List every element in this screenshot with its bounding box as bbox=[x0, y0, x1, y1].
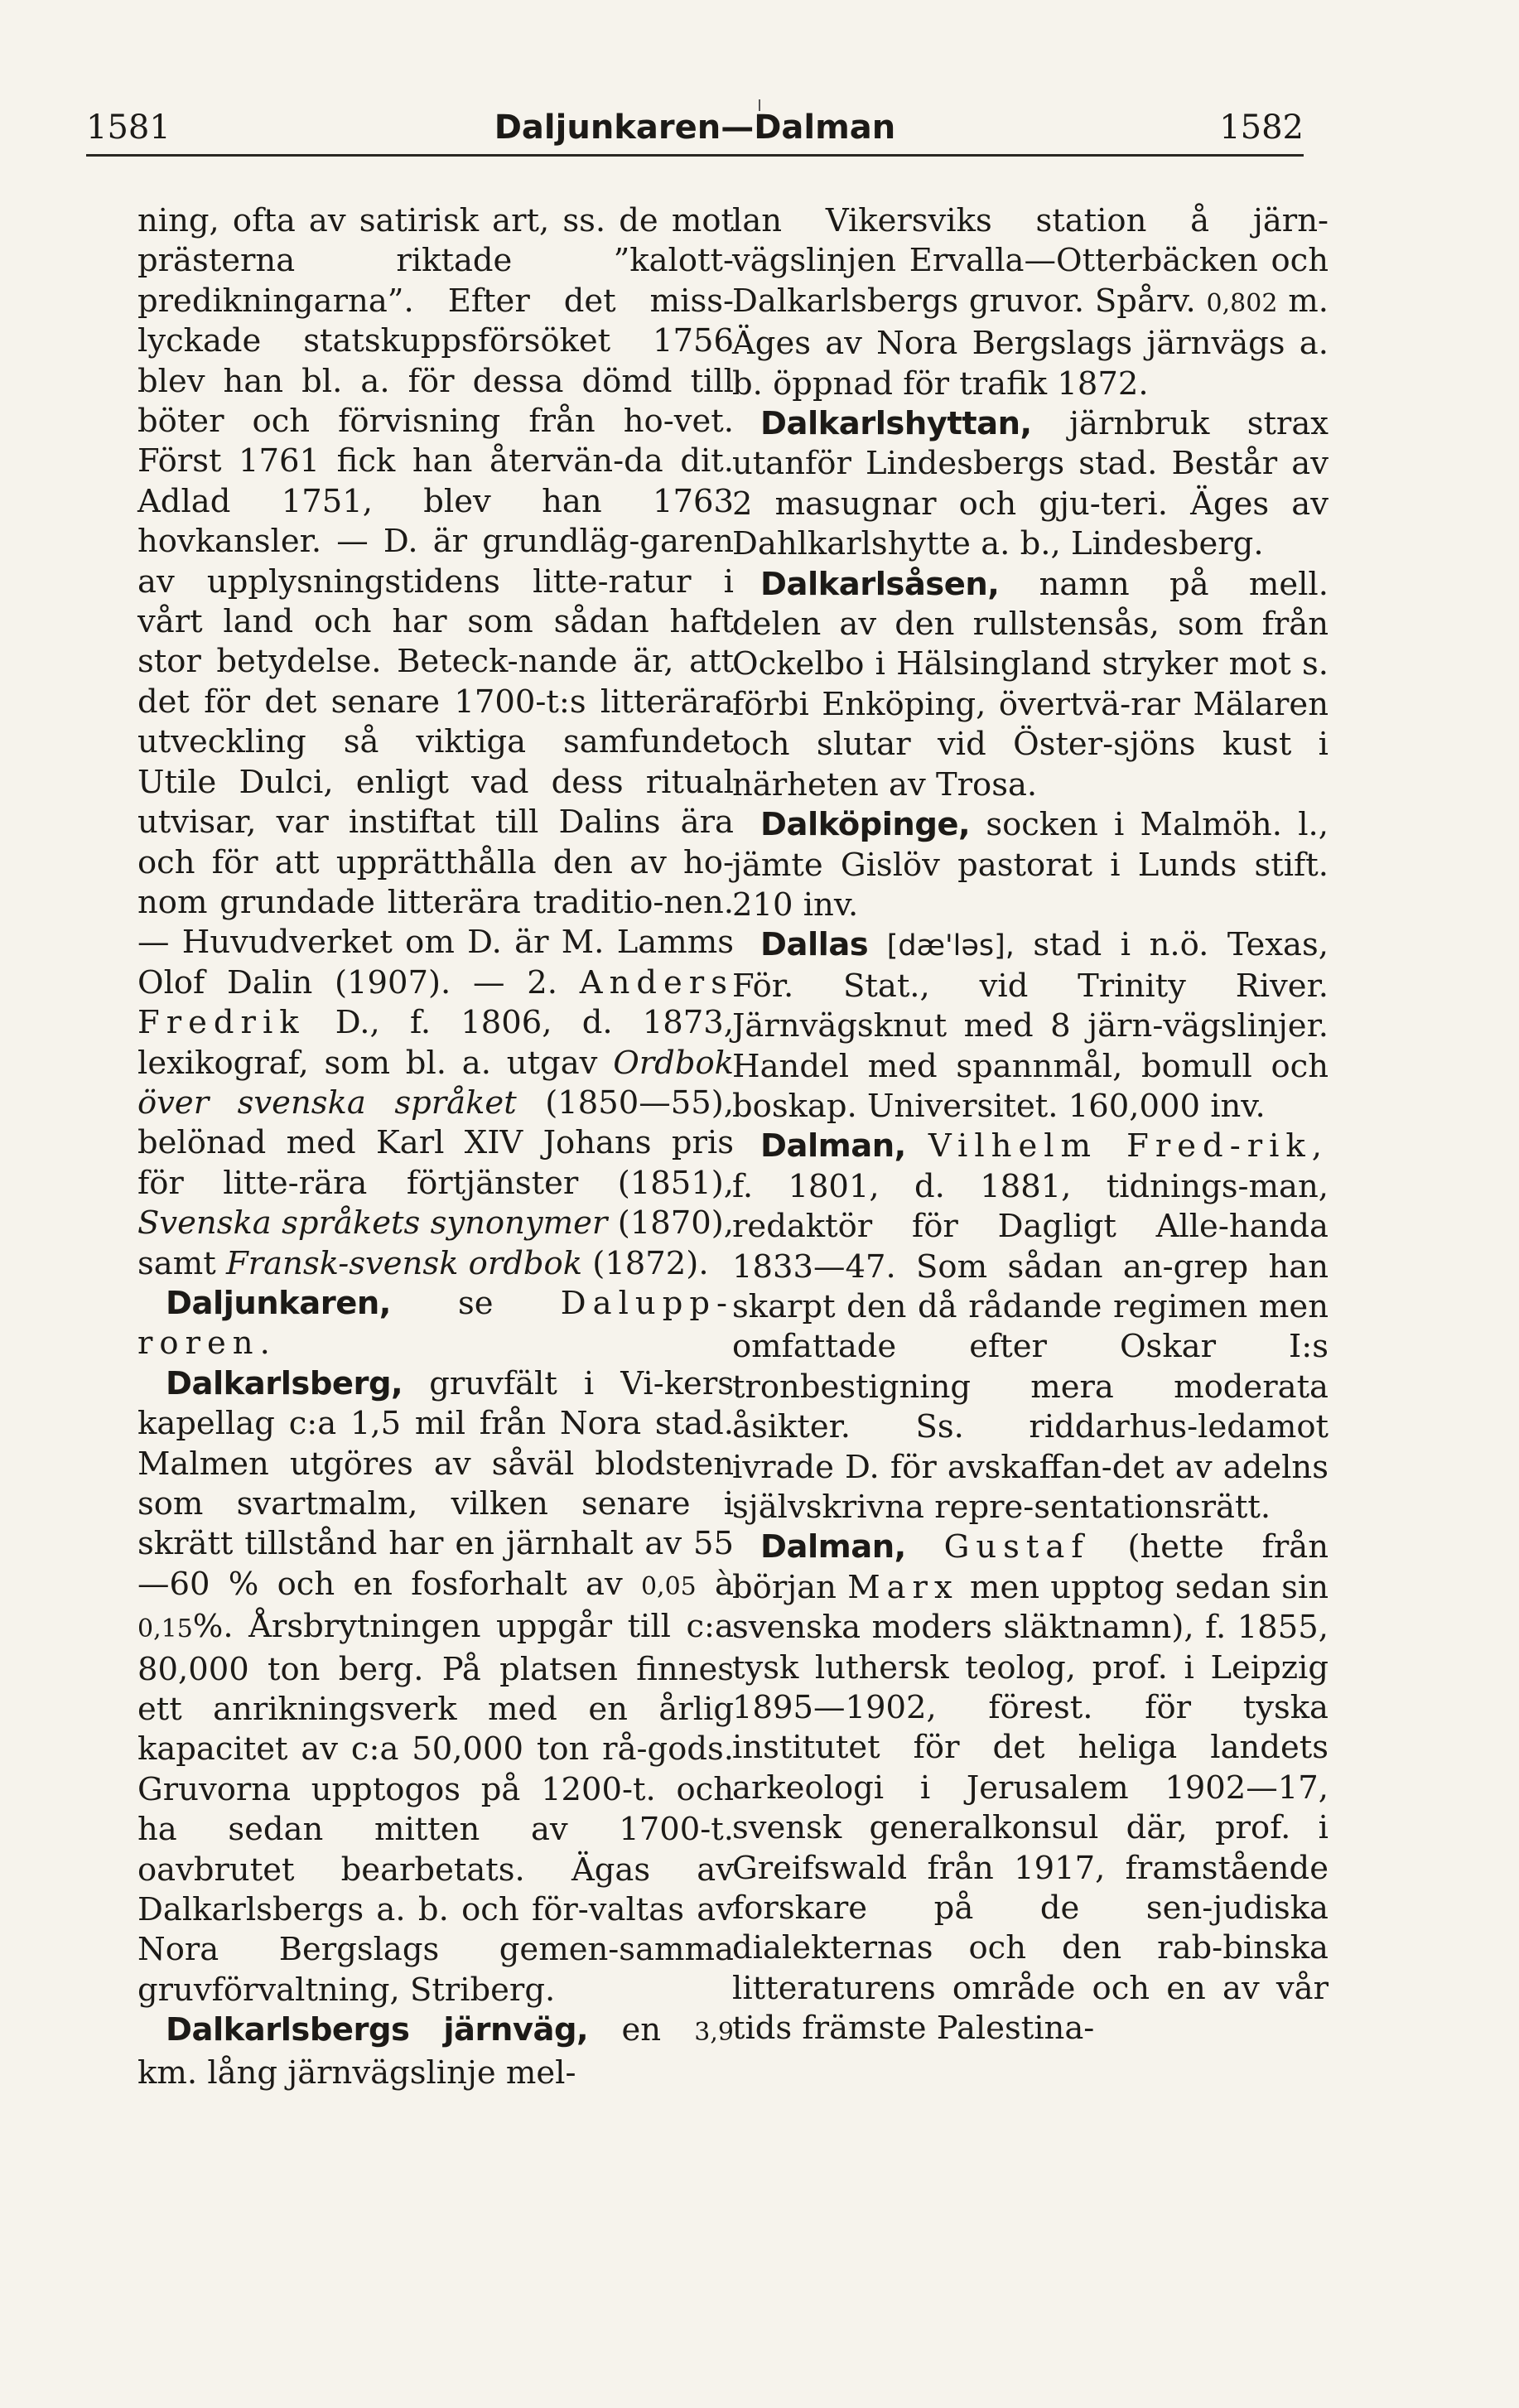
entry-text: (1870), samt bbox=[137, 1204, 734, 1282]
headword: Dalman, bbox=[760, 1127, 906, 1165]
left-column bbox=[137, 201, 734, 2093]
entry-text: se bbox=[458, 1284, 494, 1322]
work-title: Svenska språkets synonymer bbox=[137, 1204, 608, 1243]
entry-text: men upptog sedan sin svenska moders släktnamn), f. 1855, tysk luthersk teolog, prof. i Leipzig 1895—1902, förest. för tyska institutet för det heliga landets arkeologi i Jerusalem 1902—17, svensk generalkonsul där, prof. i Greifswald från 1917, framstående forskare på de sen-judiska dialekternas och den rab-binska litteraturens område och en av vår tids främste Palestina- bbox=[732, 1568, 1329, 2048]
running-title: Daljunkaren—Dalman bbox=[494, 109, 896, 147]
value: 0,15 bbox=[137, 1614, 193, 1644]
person-name: Gustaf bbox=[943, 1528, 1090, 1566]
entry-text: gruvfält i Vi-kers kapellag c:a 1,5 mil från Nora stad. Malmen utgöres av såväl blodsten som svartmalm, vilken senare i skrätt tillstånd har en järnhalt av 55—60 % och en fosforhalt av bbox=[137, 1364, 734, 1603]
headword: Dalköpinge, bbox=[760, 806, 971, 844]
cross-reference: Dalupp-roren. bbox=[137, 1284, 734, 1363]
headword: Dallas bbox=[760, 926, 869, 964]
page-number-left: 1581 bbox=[86, 109, 171, 147]
value: 0,802 bbox=[1206, 288, 1278, 318]
entry-text: m. Äges av Nora Bergslags järnvägs a. b. öppnad för trafik 1872. bbox=[732, 282, 1329, 403]
entry-dalman-gustaf bbox=[732, 1527, 1329, 2048]
entry-text: f. 1801, d. 1881, tidnings-man, redaktör för Dagligt Alle-handa 1833—47. Som sådan an-grep han skarpt den då rådande regimen men omfattade efter Oskar I:s tronbestigning mera moderata åsikter. Ss. riddarhus-ledamot ivrade D. för avskaffan-det av adelns självskrivna repre-sentationsrätt. bbox=[732, 1167, 1329, 1526]
entry-text: ning, ofta av satirisk art, ss. de mot prästerna riktade ”kalott-predikningarna”. Efter det miss-lyckade statskuppsförsöket 1756 blev han bl. a. för dessa dömd till böter och förvisning från ho-vet. Först 1761 fick han återvän-da dit. Adlad 1751, blev han 1763 hovkansler. — D. är grundläg-garen av upplysningstidens litte-ratur i vårt land och har som sådan haft stor betydelse. Beteck-nande är, att det för det senare 1700-t:s litterära utveckling så viktiga samfundet Utile Dulci, enligt vad dess ritual utvisar, var instiftat till Dalins ära och för att upprätthålla den av ho-nom grundade litterära traditio-nen. — Huvudverket om D. är M. Lamms Olof Dalin (1907). — bbox=[137, 202, 734, 1001]
entry-text: namn på mell. delen av den rullstensås, som från Ockelbo i Hälsingland stryker mot s. förbi Enköping, övertvä-rar Mälaren och slutar vid Öster-sjöns kust i närheten av Trosa. bbox=[732, 565, 1329, 803]
value: 0,05 bbox=[640, 1571, 697, 1601]
entry-dallas bbox=[732, 925, 1329, 1127]
entry-dalkarlsberg bbox=[137, 1364, 734, 2011]
right-column bbox=[732, 201, 1329, 2049]
pronunciation: [dæ'ləs], bbox=[886, 929, 1015, 963]
entry-text: (hette från början bbox=[732, 1528, 1329, 1606]
entry-dalkarlsbergs-jarnvag bbox=[137, 2010, 734, 2093]
headword: Daljunkaren, bbox=[166, 1284, 391, 1322]
headword: Dalkarlsåsen, bbox=[760, 565, 1000, 603]
work-title: Ordbok över svenska språket bbox=[137, 1044, 734, 1122]
page-header bbox=[86, 104, 1304, 157]
entry-dalman-vilhelm bbox=[732, 1127, 1329, 1527]
entry-text: lan Vikersviks station å järn-vägslinjen Ervalla—Otterbäcken och Dalkarlsbergs gruvor. Spårv. bbox=[732, 202, 1329, 320]
person-name: Anders Fredrik bbox=[137, 963, 734, 1042]
entry-dalkarlshyttan bbox=[732, 404, 1329, 565]
entry-dalin-continuation bbox=[137, 201, 734, 1284]
headword: Dalkarlshyttan, bbox=[760, 405, 1032, 443]
value: 3,9 bbox=[694, 2018, 734, 2048]
headword: Dalkarlsberg, bbox=[166, 1364, 403, 1402]
person-name: Vilhelm Fred-rik, bbox=[928, 1127, 1329, 1165]
entry-text: %. Årsbrytningen uppgår till c:a 80,000 ton berg. På platsen finnes ett anrikningsverk med en årlig kapacitet av c:a 50,000 ton rå-gods. Gruvorna upptogos på 1200-t. och ha sedan mitten av 1700-t. oavbrutet bearbetats. Ägas av Dalkarlsbergs a. b. och för-valtas av Nora Bergslags gemen-samma gruvförvaltning, Striberg. bbox=[137, 1608, 734, 2009]
entry-text: stad i n.ö. Texas, För. Stat., vid Trinity River. Järnvägsknut med 8 järn-vägslinjer. Handel med spannmål, bomull och boskap. Universitet. 160,000 inv. bbox=[732, 926, 1329, 1125]
entry-text: à bbox=[715, 1565, 734, 1603]
headword: Dalkarlsbergs järnväg, bbox=[166, 2011, 589, 2049]
sub-entry-number: 2. bbox=[527, 963, 558, 1001]
entry-dalkarlsbergs-jarnvag-continuation bbox=[732, 201, 1329, 404]
entry-text: km. lång järnvägslinje mel- bbox=[137, 2053, 576, 2092]
person-name: Marx bbox=[847, 1568, 959, 1606]
entry-dalkarlsasen bbox=[732, 565, 1329, 805]
work-title: Fransk-svensk ordbok bbox=[225, 1244, 583, 1282]
headword: Dalman, bbox=[760, 1528, 906, 1566]
entry-daljunkaren bbox=[137, 1284, 734, 1364]
entry-dalkopinge bbox=[732, 805, 1329, 925]
entry-text: järnbruk strax utanför Lindesbergs stad. Består av 2 masugnar och gju-teri. Äges av Dahlkarlshytte a. b., Lindesberg. bbox=[732, 405, 1329, 563]
entry-text: en bbox=[621, 2011, 662, 2049]
entry-text: (1872). bbox=[592, 1244, 709, 1282]
entry-text: socken i Malmöh. l., jämte Gislöv pastorat i Lunds stift. 210 inv. bbox=[732, 806, 1329, 924]
entry-text: (1850—55), belönad med Karl XIV Johans pris för litte-rära förtjänster (1851), bbox=[137, 1083, 734, 1202]
page-number-right: 1582 bbox=[1219, 109, 1304, 147]
entry-text: D., f. 1806, d. 1873, lexikograf, som bl. a. utgav bbox=[137, 1004, 734, 1082]
